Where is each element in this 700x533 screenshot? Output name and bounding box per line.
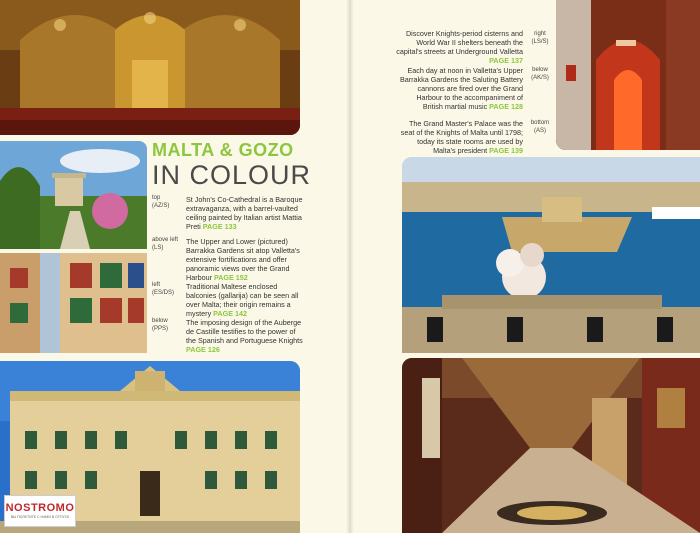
caption-tag: bottom (AS)	[530, 120, 550, 134]
caption-saluting-battery: Each day at noon in Valletta's Upper Barrakka Gardens the Saluting Battery cannons are fired over the Grand Harbour to the accompaniment of British martial music PAGE 128	[399, 66, 523, 111]
page-ref: PAGE 139	[489, 146, 523, 155]
nostromo-logo	[4, 495, 76, 527]
caption-text: St John's Co-Cathedral is a Baroque extravaganza, with a barrel-vaulted ceiling painted by Italian artist Mattia Preti PAGE 133	[186, 195, 303, 231]
cathedral-photo	[0, 0, 300, 135]
page-ref: PAGE 152	[213, 273, 248, 282]
caption-tag: right (LS/S)	[531, 31, 549, 45]
title-line1: MALTA & GOZO	[152, 140, 294, 160]
saluting-battery-photo	[402, 157, 700, 353]
caption-text: The Upper and Lower (pictured) Barrakka Gardens sit atop Valletta's extensive fortifications and offer panoramic views over the Grand Harbour PAGE 152	[186, 237, 300, 282]
page-ref: PAGE 128	[489, 102, 523, 111]
underground-valletta-photo	[556, 0, 700, 150]
caption-text: The imposing design of the Auberge de Castille testifies to the power of the Spanish and Portuguese Knights PAGE 126	[186, 318, 303, 354]
logo-name: NOSTROMO	[5, 502, 75, 514]
caption-grand-masters-palace: The Grand Master's Palace was the seat of the Knights of Malta until 1798; today its state rooms are used by Malta's president PAGE 139	[400, 119, 523, 155]
caption-tag: above left (LS)	[152, 237, 179, 251]
caption-text: Traditional Maltese enclosed balconies (gallarija) can be seen all over Malta; their origin remains a mystery PAGE 142	[186, 282, 299, 318]
page-ref: PAGE 126	[186, 345, 220, 354]
caption-tag: below (PPS)	[152, 318, 169, 332]
book-spine	[346, 0, 354, 533]
page-ref: PAGE 133	[202, 222, 237, 231]
caption-tag: left (ES/DS)	[152, 282, 175, 296]
section-title	[152, 140, 311, 189]
barrakka-gardens-photo	[0, 141, 147, 249]
maltese-balconies-photo	[0, 253, 147, 353]
page-ref: PAGE 137	[489, 56, 523, 65]
caption-underground-valletta: Discover Knights-period cisterns and World War II shelters beneath the capital's streets at Underground Valletta PAGE 137	[396, 29, 523, 65]
caption-tag: top (AZ/S)	[152, 195, 170, 209]
title-line2: IN COLOUR	[152, 160, 312, 190]
page-ref: PAGE 142	[213, 309, 247, 318]
grand-masters-palace-photo	[402, 358, 700, 533]
caption-tag: below (AK/S)	[531, 67, 549, 81]
logo-tagline: ВЫ ПОЛЕТИТЕ С НАМИ В ОТПУСК	[10, 515, 70, 519]
